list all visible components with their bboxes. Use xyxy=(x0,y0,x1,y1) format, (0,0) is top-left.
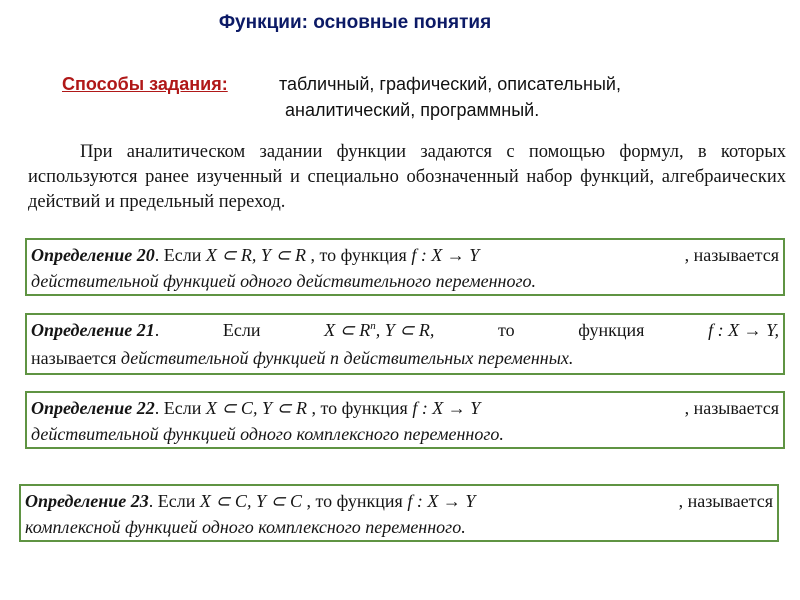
definition-text: . Если xyxy=(148,491,200,511)
definition-21-box xyxy=(25,313,785,375)
function-mapping: f : X → Y xyxy=(407,491,476,511)
definition-text: функция xyxy=(578,320,645,340)
definition-20-box xyxy=(25,238,785,296)
methods-list-line-2: аналитический, программный. xyxy=(285,100,540,120)
definition-23-line-2: комплексной функцией одного комплексного переменного. xyxy=(25,517,466,537)
definition-text: , называется xyxy=(684,245,779,265)
definition-20-line-2: действительной функцией одного действительного переменного. xyxy=(31,271,536,291)
definition-text: , то функция xyxy=(307,398,413,418)
definition-22-heading: Определение 22 xyxy=(31,398,155,418)
page-title: Функции: основные понятия xyxy=(218,12,492,33)
set-condition: X ⊂ R, Y ⊂ R xyxy=(205,245,307,265)
definition-text: Если xyxy=(222,320,261,340)
definition-text: , называется xyxy=(678,491,773,511)
set-x: X ⊂ R xyxy=(324,320,371,340)
definition-22-box xyxy=(25,391,785,449)
definition-text: . Если xyxy=(154,398,206,418)
definition-23-line-1 xyxy=(25,491,773,512)
definition-text: , называется xyxy=(684,398,779,418)
definition-text: , то функция xyxy=(306,245,412,265)
methods-label: Способы задания: xyxy=(62,74,228,94)
definition-text: действительной функцией n действительных переменных. xyxy=(120,348,574,368)
definition-text: , то функция xyxy=(302,491,408,511)
definition-21-heading: Определение 21 xyxy=(31,320,155,340)
definition-23-box xyxy=(19,484,779,542)
definition-22-line-1 xyxy=(31,398,779,419)
exponent: n xyxy=(370,320,376,332)
definition-text: то xyxy=(498,320,515,340)
set-y: , Y ⊂ R, xyxy=(375,320,435,340)
set-condition xyxy=(324,320,434,341)
definition-20-line-1 xyxy=(31,245,779,266)
set-condition: X ⊂ C, Y ⊂ C xyxy=(199,491,303,511)
definition-22-line-2: действительной функцией одного комплексного переменного. xyxy=(31,424,504,444)
definition-20-heading: Определение 20 xyxy=(31,245,155,265)
function-mapping: f : X → Y, xyxy=(708,320,779,340)
function-mapping: f : X → Y xyxy=(412,398,481,418)
function-mapping: f : X → Y xyxy=(411,245,480,265)
definition-21-line-1 xyxy=(31,320,779,341)
definition-21-line-2 xyxy=(31,348,779,369)
set-condition: X ⊂ C, Y ⊂ R xyxy=(205,398,308,418)
definition-text: . Если xyxy=(154,245,206,265)
definition-text: . xyxy=(154,320,160,340)
intro-paragraph: При аналитическом задании функции задаются с помощью формул, в которых используются ранее изученный и специально обозначенный набор функций, алгебраических действий и предельный переход. xyxy=(28,142,786,212)
definition-text: называется xyxy=(31,348,121,368)
methods-list-line-1: табличный, графический, описательный, xyxy=(279,74,621,94)
definition-23-heading: Определение 23 xyxy=(25,491,149,511)
